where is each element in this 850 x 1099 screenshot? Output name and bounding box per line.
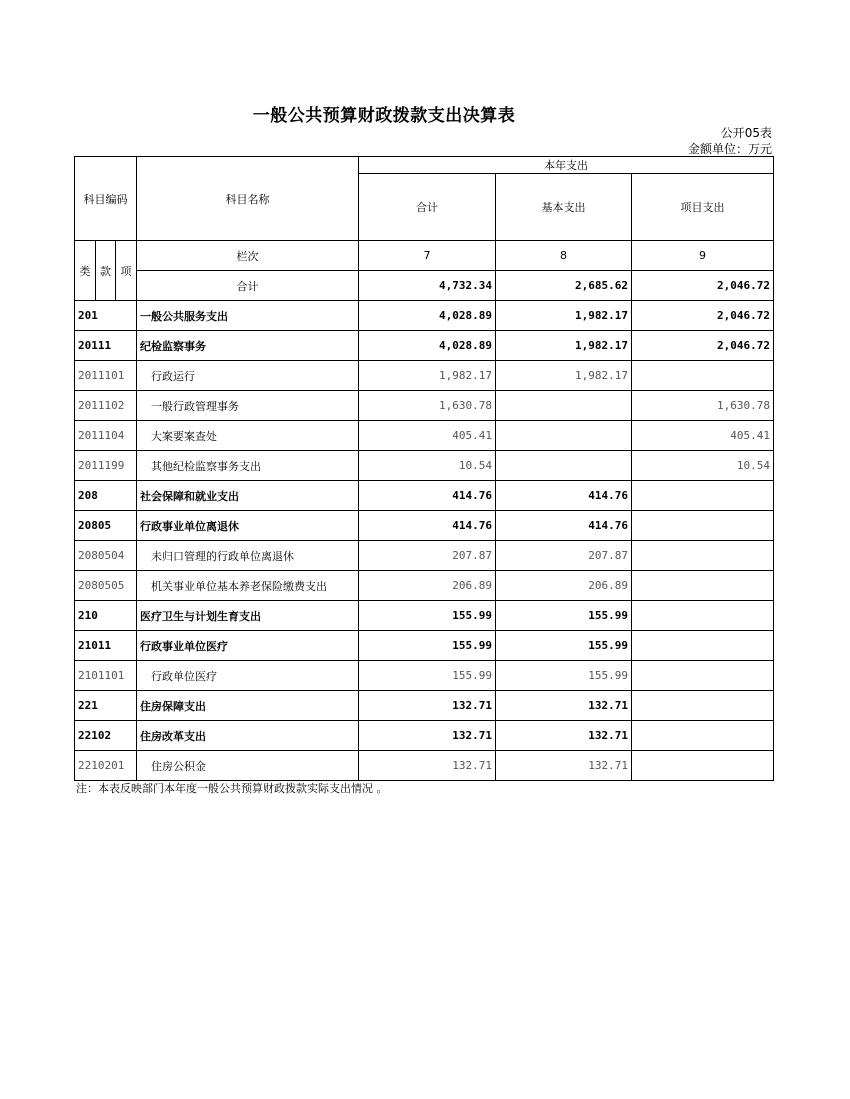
table-row bbox=[75, 541, 774, 571]
row-basic: 1,982.17 bbox=[496, 331, 632, 361]
row-name: 未归口管理的行政单位离退休 bbox=[137, 541, 359, 571]
row-code: 20805 bbox=[75, 511, 137, 541]
row-total: 10.54 bbox=[359, 451, 496, 481]
total-project: 2,046.72 bbox=[632, 271, 774, 301]
header-code: 科目编码 bbox=[75, 157, 137, 241]
row-code: 2080504 bbox=[75, 541, 137, 571]
row-name: 行政事业单位离退休 bbox=[137, 511, 359, 541]
table-row bbox=[75, 661, 774, 691]
row-basic: 1,982.17 bbox=[496, 361, 632, 391]
form-number: 公开05表 bbox=[720, 126, 772, 140]
row-code: 2011104 bbox=[75, 421, 137, 451]
table-row bbox=[75, 481, 774, 511]
row-basic: 207.87 bbox=[496, 541, 632, 571]
row-name: 住房公积金 bbox=[137, 751, 359, 781]
row-name: 一般公共服务支出 bbox=[137, 301, 359, 331]
row-project: 10.54 bbox=[632, 451, 774, 481]
row-name: 行政运行 bbox=[137, 361, 359, 391]
row-project: 2,046.72 bbox=[632, 331, 774, 361]
total-label: 合计 bbox=[137, 271, 359, 301]
row-project: 2,046.72 bbox=[632, 301, 774, 331]
amount-unit: 金额单位：万元 bbox=[687, 142, 772, 156]
page-title: 一般公共预算财政拨款支出决算表 bbox=[252, 106, 516, 126]
row-code: 22102 bbox=[75, 721, 137, 751]
row-project bbox=[632, 751, 774, 781]
header-name: 科目名称 bbox=[137, 157, 359, 241]
row-basic: 1,982.17 bbox=[496, 301, 632, 331]
row-code: 201 bbox=[75, 301, 137, 331]
row-project bbox=[632, 691, 774, 721]
total-row bbox=[75, 271, 774, 301]
table-row bbox=[75, 631, 774, 661]
row-total: 405.41 bbox=[359, 421, 496, 451]
row-total: 414.76 bbox=[359, 481, 496, 511]
header-group: 本年支出 bbox=[359, 157, 774, 174]
row-name: 大案要案查处 bbox=[137, 421, 359, 451]
header-xiang: 项 bbox=[116, 241, 137, 301]
row-project bbox=[632, 601, 774, 631]
index-basic: 8 bbox=[496, 241, 632, 271]
row-project bbox=[632, 631, 774, 661]
row-total: 1,982.17 bbox=[359, 361, 496, 391]
row-name: 机关事业单位基本养老保险缴费支出 bbox=[137, 571, 359, 601]
row-name: 住房改革支出 bbox=[137, 721, 359, 751]
table-row bbox=[75, 301, 774, 331]
table-row bbox=[75, 691, 774, 721]
row-project bbox=[632, 361, 774, 391]
row-basic: 414.76 bbox=[496, 481, 632, 511]
header-total: 合计 bbox=[359, 174, 496, 241]
row-project bbox=[632, 511, 774, 541]
row-total: 1,630.78 bbox=[359, 391, 496, 421]
row-name: 一般行政管理事务 bbox=[137, 391, 359, 421]
row-total: 155.99 bbox=[359, 661, 496, 691]
row-code: 2011199 bbox=[75, 451, 137, 481]
row-total: 132.71 bbox=[359, 691, 496, 721]
row-total: 155.99 bbox=[359, 631, 496, 661]
row-name: 纪检监察事务 bbox=[137, 331, 359, 361]
header-lanci: 栏次 bbox=[137, 241, 359, 271]
table-row bbox=[75, 601, 774, 631]
row-basic: 132.71 bbox=[496, 751, 632, 781]
row-project bbox=[632, 541, 774, 571]
header-row-3 bbox=[75, 241, 774, 271]
row-code: 208 bbox=[75, 481, 137, 511]
row-code: 2080505 bbox=[75, 571, 137, 601]
row-basic bbox=[496, 421, 632, 451]
table-row bbox=[75, 571, 774, 601]
row-code: 2101101 bbox=[75, 661, 137, 691]
row-total: 4,028.89 bbox=[359, 331, 496, 361]
row-name: 社会保障和就业支出 bbox=[137, 481, 359, 511]
footnote: 注：本表反映部门本年度一般公共预算财政拨款实际支出情况 。 bbox=[76, 782, 388, 795]
row-name: 其他纪检监察事务支出 bbox=[137, 451, 359, 481]
row-total: 155.99 bbox=[359, 601, 496, 631]
total-total: 4,732.34 bbox=[359, 271, 496, 301]
header-project: 项目支出 bbox=[632, 174, 774, 241]
row-basic: 155.99 bbox=[496, 631, 632, 661]
row-project: 405.41 bbox=[632, 421, 774, 451]
row-basic: 132.71 bbox=[496, 691, 632, 721]
table-row bbox=[75, 391, 774, 421]
row-total: 414.76 bbox=[359, 511, 496, 541]
row-name: 住房保障支出 bbox=[137, 691, 359, 721]
row-code: 21011 bbox=[75, 631, 137, 661]
row-basic bbox=[496, 391, 632, 421]
expenditure-table bbox=[74, 156, 774, 781]
header-kuan: 款 bbox=[96, 241, 116, 301]
row-code: 20111 bbox=[75, 331, 137, 361]
row-code: 221 bbox=[75, 691, 137, 721]
header-row-1 bbox=[75, 157, 774, 174]
row-basic: 414.76 bbox=[496, 511, 632, 541]
row-code: 2011101 bbox=[75, 361, 137, 391]
row-total: 207.87 bbox=[359, 541, 496, 571]
row-basic bbox=[496, 451, 632, 481]
header-basic: 基本支出 bbox=[496, 174, 632, 241]
row-basic: 132.71 bbox=[496, 721, 632, 751]
row-basic: 206.89 bbox=[496, 571, 632, 601]
row-total: 206.89 bbox=[359, 571, 496, 601]
row-project bbox=[632, 661, 774, 691]
table-row bbox=[75, 751, 774, 781]
row-project bbox=[632, 481, 774, 511]
table-row bbox=[75, 421, 774, 451]
table-row bbox=[75, 721, 774, 751]
row-name: 行政单位医疗 bbox=[137, 661, 359, 691]
header-lei: 类 bbox=[75, 241, 96, 301]
row-project: 1,630.78 bbox=[632, 391, 774, 421]
table-row bbox=[75, 361, 774, 391]
table-row bbox=[75, 511, 774, 541]
row-code: 2011102 bbox=[75, 391, 137, 421]
row-total: 132.71 bbox=[359, 751, 496, 781]
table-row bbox=[75, 451, 774, 481]
row-total: 4,028.89 bbox=[359, 301, 496, 331]
row-basic: 155.99 bbox=[496, 601, 632, 631]
row-project bbox=[632, 721, 774, 751]
index-total: 7 bbox=[359, 241, 496, 271]
row-name: 医疗卫生与计划生育支出 bbox=[137, 601, 359, 631]
row-total: 132.71 bbox=[359, 721, 496, 751]
index-project: 9 bbox=[632, 241, 774, 271]
total-basic: 2,685.62 bbox=[496, 271, 632, 301]
row-basic: 155.99 bbox=[496, 661, 632, 691]
row-project bbox=[632, 571, 774, 601]
row-code: 210 bbox=[75, 601, 137, 631]
row-name: 行政事业单位医疗 bbox=[137, 631, 359, 661]
table-row bbox=[75, 331, 774, 361]
row-code: 2210201 bbox=[75, 751, 137, 781]
